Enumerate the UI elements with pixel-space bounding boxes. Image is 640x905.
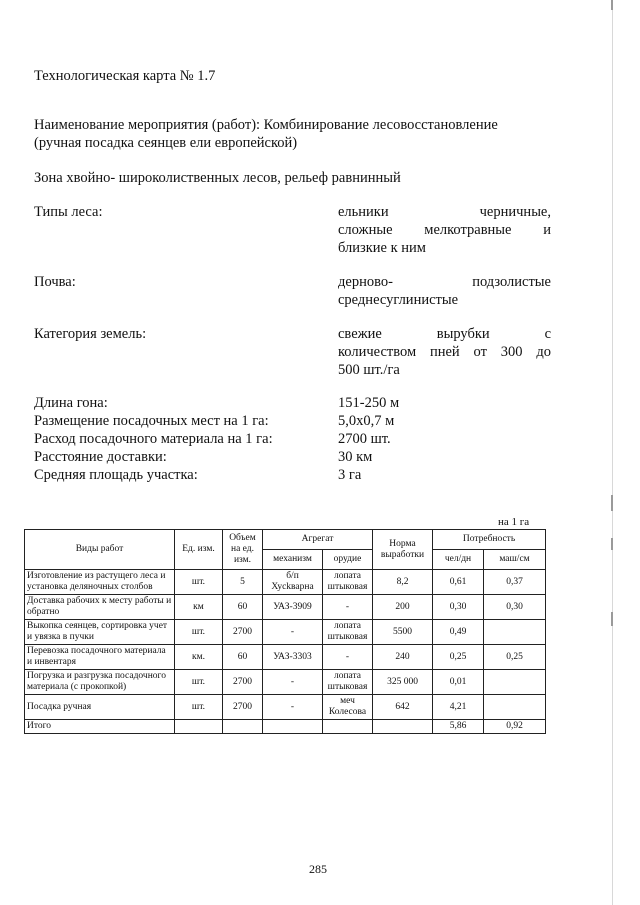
document-title: Технологическая карта № 1.7 — [34, 68, 216, 84]
soil-line: дерново- подзолистые — [338, 274, 551, 290]
cell-empty — [175, 720, 223, 734]
soil-line: среднесуглинистые — [338, 292, 459, 308]
cell-person-days: 0,25 — [433, 645, 484, 670]
soil-label: Почва: — [34, 274, 76, 290]
zone-text: Зона хвойно- широколиственных лесов, рельеф равнинный — [34, 170, 401, 186]
measure-line: Наименование мероприятия (работ): Комбинирование лесовосстановление — [34, 117, 498, 133]
forest-types-line: ельники черничные, — [338, 204, 551, 220]
forest-types-line: сложные мелкотравные и — [338, 222, 551, 238]
cell-total-person-days: 5,86 — [433, 720, 484, 734]
cell-volume: 60 — [223, 595, 263, 620]
table-row — [25, 620, 546, 645]
param-label: Средняя площадь участка: — [34, 467, 198, 483]
cell-person-days: 4,21 — [433, 695, 484, 720]
land-category-line: количеством пней от 300 до — [338, 344, 551, 360]
table-unit-note: на 1 га — [498, 516, 530, 528]
cell-tool: меч Колесова — [323, 695, 373, 720]
cell-person-days: 0,49 — [433, 620, 484, 645]
cell-norm: 240 — [373, 645, 433, 670]
cell-volume: 2700 — [223, 695, 263, 720]
cell-total-machine-shifts: 0,92 — [484, 720, 546, 734]
edge-mark — [611, 495, 613, 511]
cell-unit: шт. — [175, 695, 223, 720]
cell-unit: шт. — [175, 620, 223, 645]
param-value: 151-250 м — [338, 395, 400, 411]
land-category-line: свежие вырубки с — [338, 326, 551, 342]
cell-work: Погрузка и разгрузка посадочного материала (с прокопкой) — [25, 670, 175, 695]
cell-machine-shifts: 0,25 — [484, 645, 546, 670]
param-label: Длина гона: — [34, 395, 108, 411]
cell-person-days: 0,61 — [433, 570, 484, 595]
cell-volume: 2700 — [223, 620, 263, 645]
cell-mechanism: б/п Хусkварна — [263, 570, 323, 595]
cell-norm: 200 — [373, 595, 433, 620]
cell-person-days: 0,30 — [433, 595, 484, 620]
table-row — [25, 595, 546, 620]
param-label: Расход посадочного материала на 1 га: — [34, 431, 273, 447]
cell-mechanism: - — [263, 670, 323, 695]
cell-volume: 5 — [223, 570, 263, 595]
cell-work: Доставка рабочих к месту работы и обратно — [25, 595, 175, 620]
param-label: Расстояние доставки: — [34, 449, 167, 465]
cell-tool: лопата штыковая — [323, 570, 373, 595]
cell-tool: лопата штыковая — [323, 620, 373, 645]
header-unit: Ед. изм. — [175, 530, 223, 570]
measure-line: (ручная посадка сеянцев ели европейской) — [34, 135, 298, 151]
cell-empty — [373, 720, 433, 734]
header-aggregate: Агрегат — [263, 530, 373, 550]
cell-work: Посадка ручная — [25, 695, 175, 720]
page-number: 285 — [309, 862, 327, 876]
table-row — [25, 695, 546, 720]
table-row — [25, 670, 546, 695]
header-norm: Норма выработки — [373, 530, 433, 570]
cell-empty — [223, 720, 263, 734]
cell-work: Выкопка сеянцев, сортировка учет и увязка в пучки — [25, 620, 175, 645]
param-value: 5,0х0,7 м — [338, 413, 395, 429]
page-edge-line — [612, 0, 613, 905]
soil-value — [338, 273, 551, 309]
cell-volume: 60 — [223, 645, 263, 670]
cell-machine-shifts: 0,30 — [484, 595, 546, 620]
table-row — [25, 570, 546, 595]
param-value: 3 га — [338, 467, 362, 483]
land-category-label: Категория земель: — [34, 326, 147, 342]
header-need: Потребность — [433, 530, 546, 550]
cell-machine-shifts — [484, 620, 546, 645]
cell-tool: - — [323, 595, 373, 620]
land-category-value — [338, 325, 551, 379]
cell-unit: км. — [175, 645, 223, 670]
param-value: 2700 шт. — [338, 431, 391, 447]
forest-types-value — [338, 203, 551, 257]
cell-empty — [323, 720, 373, 734]
header-person-days: чел/дн — [433, 550, 484, 570]
land-category-line: 500 шт./га — [338, 362, 400, 378]
forest-types-line: близкие к ним — [338, 240, 426, 256]
forest-types-label: Типы леса: — [34, 204, 103, 220]
cell-machine-shifts — [484, 695, 546, 720]
header-machine-shifts: маш/см — [484, 550, 546, 570]
cell-mechanism: - — [263, 695, 323, 720]
cell-empty — [263, 720, 323, 734]
header-mechanism: механизм — [263, 550, 323, 570]
cell-norm: 5500 — [373, 620, 433, 645]
header-volume: Объем на ед. изм. — [223, 530, 263, 570]
edge-mark — [611, 612, 613, 626]
cell-mechanism: УАЗ-3909 — [263, 595, 323, 620]
cell-unit: шт. — [175, 570, 223, 595]
cell-norm: 325 000 — [373, 670, 433, 695]
cell-volume: 2700 — [223, 670, 263, 695]
cell-machine-shifts — [484, 670, 546, 695]
table-total-row — [25, 720, 546, 734]
param-value: 30 км — [338, 449, 373, 465]
cell-norm: 642 — [373, 695, 433, 720]
edge-mark — [611, 538, 613, 550]
edge-mark — [611, 0, 613, 10]
header-tool: орудие — [323, 550, 373, 570]
measure-name — [34, 116, 498, 152]
works-table — [24, 529, 546, 734]
cell-work: Перевозка посадочного материала и инвентаря — [25, 645, 175, 670]
cell-mechanism: УАЗ-3303 — [263, 645, 323, 670]
cell-machine-shifts: 0,37 — [484, 570, 546, 595]
table-row — [25, 645, 546, 670]
cell-unit: шт. — [175, 670, 223, 695]
cell-mechanism: - — [263, 620, 323, 645]
param-label: Размещение посадочных мест на 1 га: — [34, 413, 269, 429]
params-labels — [34, 394, 273, 484]
cell-tool: - — [323, 645, 373, 670]
params-values — [338, 394, 399, 484]
cell-total-label: Итого — [25, 720, 175, 734]
cell-tool: лопата штыковая — [323, 670, 373, 695]
cell-norm: 8,2 — [373, 570, 433, 595]
cell-person-days: 0,01 — [433, 670, 484, 695]
header-work: Виды работ — [25, 530, 175, 570]
cell-work: Изготовление из растущего леса и установка деляночных столбов — [25, 570, 175, 595]
cell-unit: км — [175, 595, 223, 620]
